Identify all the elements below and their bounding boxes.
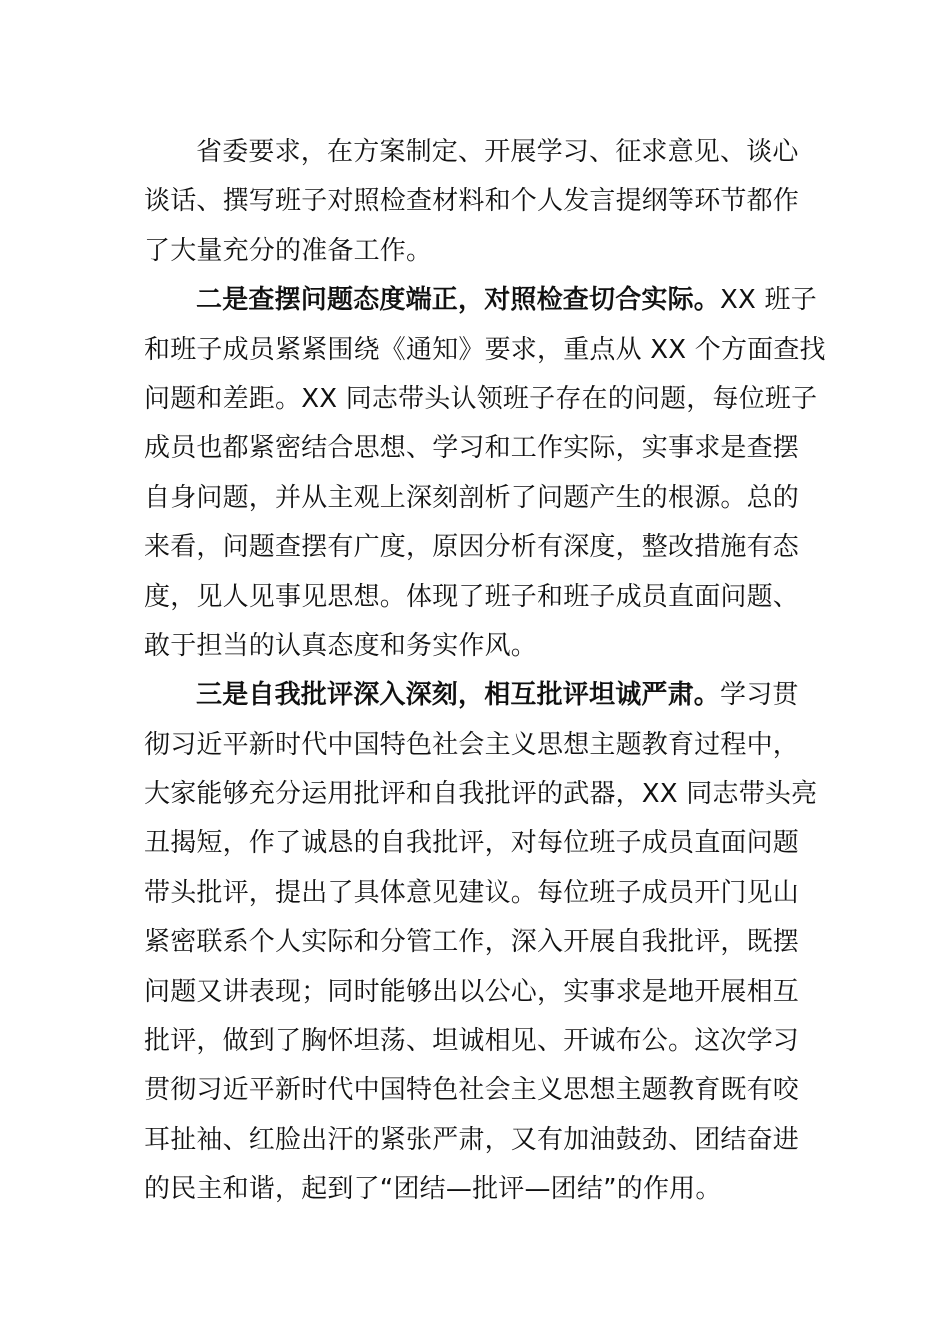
text-line: 谈话、撰写班子对照检查材料和个人发言提纲等环节都作	[144, 186, 800, 217]
text-line: 省委要求，在方案制定、开展学习、征求意见、谈心	[196, 137, 799, 167]
text-line: 丑揭短，作了诚恳的自我批评，对每位班子成员直面问题	[144, 828, 800, 859]
paragraph-heading: 二是查摆问题态度端正，对照检查切合实际。	[196, 285, 721, 316]
text-line	[144, 276, 817, 325]
text-line: 问题和差距。XX 同志带头认领班子存在的问题，每位班子	[144, 383, 818, 414]
text-line: 了大量充分的准备工作。	[144, 235, 433, 266]
heading-line-rest: XX 班子	[720, 285, 817, 316]
text-line: 问题又讲表现；同时能够出以公心，实事求是地开展相互	[144, 976, 800, 1007]
paragraph-3	[144, 671, 818, 1214]
text-line: 来看，问题查摆有广度，原因分析有深度，整改措施有态	[144, 532, 800, 563]
text-line: 敢于担当的认真态度和务实作风。	[144, 630, 538, 661]
text-line	[144, 671, 808, 720]
text-line: 贯彻习近平新时代中国特色社会主义思想主题教育既有咬	[144, 1075, 800, 1106]
text-line: 和班子成员紧紧围绕《通知》要求，重点从 XX 个方面查找	[144, 334, 826, 365]
text-line: 彻习近平新时代中国特色社会主义思想主题教育过程中，	[144, 729, 800, 760]
text-line: 紧密联系个人实际和分管工作，深入开展自我批评，既摆	[144, 927, 800, 958]
text-line: 批评，做到了胸怀坦荡、坦诚相见、开诚布公。这次学习	[144, 1026, 800, 1057]
heading-line-rest: 学习贯	[720, 680, 799, 711]
text-line: 耳扯袖、红脸出汗的紧张严肃，又有加油鼓劲、团结奋进	[144, 1124, 800, 1155]
text-line: 自身问题，并从主观上深刻剖析了问题产生的根源。总的	[144, 482, 800, 513]
text-line: 带头批评，提出了具体意见建议。每位班子成员开门见山	[144, 877, 800, 908]
text-line: 成员也都紧密结合思想、学习和工作实际，实事求是查摆	[144, 433, 800, 464]
text-line: 的民主和谐，起到了“团结—批评—团结”的作用。	[144, 1174, 722, 1205]
document-body	[144, 128, 826, 1215]
text-line: 度，见人见事见思想。体现了班子和班子成员直面问题、	[144, 581, 800, 612]
paragraph-1	[144, 128, 808, 276]
paragraph-2	[144, 276, 826, 671]
text-line: 大家能够充分运用批评和自我批评的武器，XX 同志带头亮	[144, 779, 818, 810]
paragraph-heading: 三是自我批评深入深刻，相互批评坦诚严肃。	[196, 680, 721, 711]
